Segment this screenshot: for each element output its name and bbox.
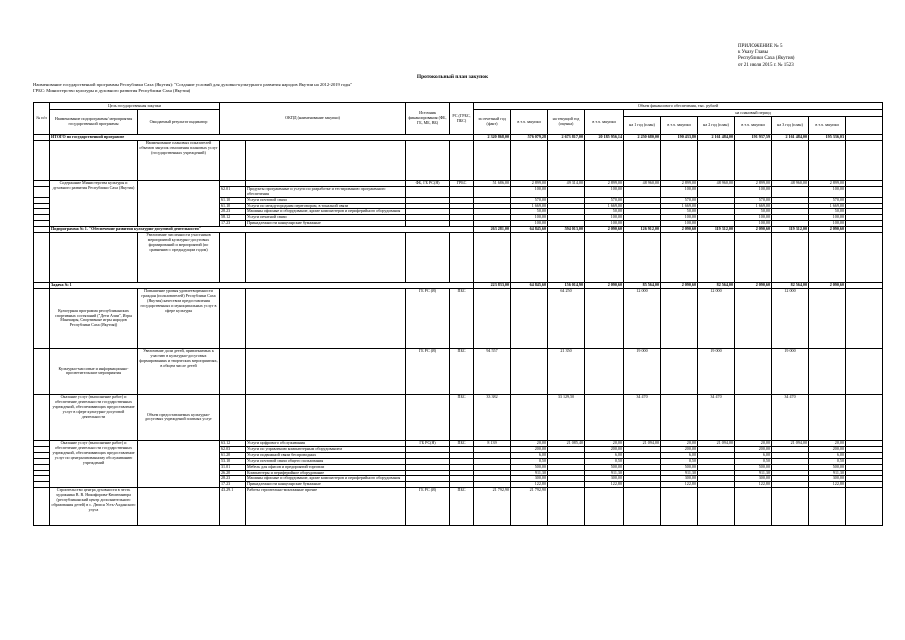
cell: 570,00 — [661, 197, 698, 203]
cell: 191 937,59 — [735, 135, 772, 141]
cell: 12 000 — [772, 288, 809, 348]
indicator-text: Увеличение численности участников мероприятий культурно-досуговых формирований и мероприятий (по сравнению с предыдущим годом) — [138, 233, 220, 283]
cell: 49 314,00 — [548, 180, 585, 186]
cell: 64 250 — [548, 288, 585, 348]
cell: 2 899,00 — [511, 180, 548, 186]
col-incl: в т.ч. закупки — [511, 110, 548, 135]
cell: 21 094,00 — [624, 440, 661, 446]
cell: 122,80 — [585, 482, 624, 488]
cell: 12 000 — [698, 288, 735, 348]
col-source: Источник финансирования (ФБ, ГБ, МБ, ВБ) — [406, 103, 450, 135]
table-row — [34, 488, 883, 526]
cell: 33 382 — [474, 394, 511, 440]
cell: 50,00 — [511, 209, 548, 215]
cell: 62.01 — [220, 186, 246, 197]
col-volume-group: Объем финансового обеспечения, тыс. рублей — [474, 103, 883, 110]
cell: 122,80 — [809, 482, 846, 488]
cell: 61.10 — [220, 197, 246, 203]
cell: 100,00 — [661, 186, 698, 197]
col-rs: РС (ГРБС, ПБС) — [450, 103, 474, 135]
cell: 2 899,00 — [661, 180, 698, 186]
col-okpd: ОКПД (наименование закупки) — [220, 103, 406, 135]
col-current: на текущий год (оценка) — [548, 110, 585, 135]
cell: Строительство центра духовности в честь художника В. В. Никифорова-Кюлюмнюра (республиканский центр дополнительного образования детей) в с. Дюпся Усть-Алданского улуса — [50, 488, 138, 526]
cell: 500,00 — [585, 464, 624, 470]
cell: 100,00 — [511, 215, 548, 221]
total-label: ИТОГО по государственной программе — [50, 135, 474, 141]
cell: 570,00 — [585, 197, 624, 203]
cell: Оказание услуг (выполнение работ) и обеспечение деятельности государственных учреждений, обеспечивающих предоставление услуг в сфере культурно-досуговой деятельности — [50, 394, 138, 440]
cell: 100,00 — [809, 221, 846, 227]
cell: 21 094,00 — [698, 440, 735, 446]
col-y2: на 2 год (план) — [698, 117, 735, 135]
cell: 0,50 — [735, 458, 772, 464]
cell: 6,00 — [661, 452, 698, 458]
cell: Повышение уровня удовлетворенности граждан (пользователей) Республики Саха (Якутия) качеством предоставления государственных и муниципальных услуг в сфере культуры — [138, 288, 220, 348]
cell: 2 899,00 — [585, 180, 624, 186]
cell: 0,50 — [661, 458, 698, 464]
stamp-line: к Указу Главы — [738, 50, 768, 56]
cell: 570,00 — [809, 197, 846, 203]
cell: 0,50 — [809, 458, 846, 464]
stamp-line: Республики Саха (Якутия) — [738, 56, 795, 62]
cell: 2 899,00 — [735, 180, 772, 186]
cell: 20,00 — [585, 440, 624, 446]
col-incl: в т.ч. закупки — [661, 117, 698, 135]
cell: 570,00 — [735, 197, 772, 203]
cell: 100,00 — [585, 186, 624, 197]
cell: 20,00 — [809, 440, 846, 446]
cell: Мебель для офисов и предприятий торговли — [246, 464, 406, 470]
cell: 100,00 — [735, 221, 772, 227]
cell: 2 250 680,00 — [624, 135, 661, 141]
cell: 911,30 — [585, 470, 624, 476]
cell: 100,00 — [511, 186, 548, 197]
col-goal-name: Наименование подпрограммы/ мероприятия государственной программы — [50, 110, 138, 135]
cell: 20,00 — [735, 440, 772, 446]
cell: 21 085,40 — [548, 440, 585, 446]
table-row — [34, 288, 883, 348]
cell: 21 792,90 — [474, 488, 511, 526]
stamp-line: от 21 июля 2015 г. № 1523 — [738, 62, 794, 68]
cell: 911,30 — [511, 470, 548, 476]
program-name: Наименование государственной программы Республики Саха (Якутия): "Создание условий для духовно-культурного развития народов Якутии на 2012-2019 годы" — [33, 82, 353, 87]
cell: 223 833,00 — [474, 283, 511, 289]
cell: Услуги по управлению компьютерным оборудованием — [246, 446, 406, 452]
cell: 200,00 — [661, 446, 698, 452]
cell: 2 090,60 — [735, 227, 772, 233]
cell: 100,00 — [809, 215, 846, 221]
cell: 34 470 — [772, 394, 809, 440]
cell: 58.12 — [220, 215, 246, 221]
cell: 1 669,00 — [585, 203, 624, 209]
cell: 2 090,60 — [585, 227, 624, 233]
cell: 122,80 — [511, 482, 548, 488]
cell: 48 960,00 — [624, 180, 661, 186]
cell: 200,00 — [809, 446, 846, 452]
cell: 33 129,50 — [548, 394, 585, 440]
col-reporting: за отчетный год (факт) — [474, 110, 511, 135]
cell: 100,00 — [585, 215, 624, 221]
cell: 2 899,00 — [809, 180, 846, 186]
cell: 19 000 — [698, 348, 735, 394]
cell: 21 094,00 — [772, 440, 809, 446]
cell: ГБ РС (Я) — [406, 488, 450, 526]
cell: 8 139 — [474, 440, 511, 446]
cell: Услуги почтовой связи общего пользования — [246, 458, 406, 464]
cell: 94 557 — [474, 348, 511, 394]
cell: 1 669,00 — [735, 203, 772, 209]
cell: ГБ РС(Я) — [406, 440, 450, 446]
cell: 50,00 — [809, 209, 846, 215]
grbs-name: ГРБС: Министерство культуры и духовного развития Республики Саха (Якутия) — [33, 88, 191, 93]
cell: 12 000 — [624, 288, 661, 348]
cell: 190 433,80 — [661, 135, 698, 141]
cell: 100,00 — [735, 186, 772, 197]
table-row — [34, 140, 883, 180]
cell: Услуги печатной связи — [246, 215, 406, 221]
cell: 100,00 — [585, 221, 624, 227]
cell: 51 686,00 — [474, 180, 511, 186]
cell: Компьютеры и периферийное оборудование — [246, 470, 406, 476]
cell: Увеличение доли детей, привлекаемых к участию в культурно-досуговых формированиях и творческих мероприятиях, в общем числе детей — [138, 348, 220, 394]
cell: Культурная программа республиканских спортивных состязаний ("Дети Азии", Игры Манчаары, Спортивные игры народов Республики Саха (Якутия)) — [50, 288, 138, 348]
cell: 28.23 — [220, 476, 246, 482]
cell: 100,00 — [661, 221, 698, 227]
cell: 100,00 — [809, 186, 846, 197]
cell: 0,50 — [511, 458, 548, 464]
cell: 20,00 — [661, 440, 698, 446]
cell: 31.01 — [220, 464, 246, 470]
cell: 156 014,90 — [548, 283, 585, 289]
indicator-text: Наименование плановых показателей объемов закупок отношения плановых услуг (государственных учреждений) — [138, 140, 220, 180]
document-subtitle — [33, 82, 352, 94]
cell: 122,80 — [661, 482, 698, 488]
cell: ПБС — [450, 288, 474, 348]
table-row — [34, 180, 883, 186]
cell: 85 564,00 — [624, 283, 661, 289]
table-row — [34, 233, 883, 283]
col-incl: в т.ч. закупки — [735, 117, 772, 135]
cell: 126 912,00 — [624, 227, 661, 233]
cell: 48 960,00 — [698, 180, 735, 186]
cell: Услуги почтовой связи — [246, 197, 406, 203]
cell: 43.29.1 — [220, 488, 246, 526]
cell: 911,30 — [735, 470, 772, 476]
cell: 2 320 868,00 — [474, 135, 511, 141]
cell: ГБ РС (Я) — [406, 288, 450, 348]
cell: 64 845,60 — [511, 227, 548, 233]
cell: 6,00 — [809, 452, 846, 458]
cell: 2 090,60 — [809, 227, 846, 233]
cell: 82 564,00 — [698, 283, 735, 289]
cell: 200,00 — [511, 446, 548, 452]
cell: 2 090,60 — [661, 283, 698, 289]
subprogram-label: Подпрограмма № 1. "Обеспечение развития культурно-досуговой деятельности" — [50, 227, 474, 233]
cell: 50,00 — [661, 209, 698, 215]
cell: Услуги цифрового обслуживания — [246, 440, 406, 446]
cell: 119 312,00 — [698, 227, 735, 233]
table-row — [34, 394, 883, 440]
cell: 63.12 — [220, 440, 246, 446]
col-y3: на 3 год (план) — [772, 117, 809, 135]
cell: ПБС — [450, 440, 474, 446]
cell: Услуги по междугородним переговорам, в тоналной связи — [246, 203, 406, 209]
cell: Услуги подвижной связи беспроводных — [246, 452, 406, 458]
cell: 100,00 — [735, 215, 772, 221]
cell: 0,50 — [585, 458, 624, 464]
cell: 195 336,03 — [809, 135, 846, 141]
cell: 1 669,00 — [661, 203, 698, 209]
cell: 300,00 — [735, 476, 772, 482]
cell: 1 669,00 — [809, 203, 846, 209]
col-incl: в т.ч. закупки — [585, 110, 624, 135]
cell: 570,00 — [511, 197, 548, 203]
cell: 300,00 — [585, 476, 624, 482]
cell: 82 564,00 — [772, 283, 809, 289]
cell: 594 013,00 — [548, 227, 585, 233]
cell: Продукты программные и услуги по разработке и тестированию программного обеспечения — [246, 186, 406, 197]
cell: 21 792,90 — [511, 488, 548, 526]
cell: 61.10 — [220, 203, 246, 209]
approval-stamp — [738, 44, 888, 69]
cell: 2 090,60 — [585, 283, 624, 289]
cell: Объем предоставляемых культурно-досуговых учреждений платных услуг — [138, 394, 220, 440]
cell: 20 185 956,14 — [585, 135, 624, 141]
cell: 61.20 — [220, 452, 246, 458]
cell: 62.03 — [220, 446, 246, 452]
cell: 21 350 — [548, 348, 585, 394]
cell: 100,00 — [511, 221, 548, 227]
col-blank — [846, 117, 883, 135]
col-planned-group: на плановый период — [624, 110, 883, 117]
cell: 200,00 — [735, 446, 772, 452]
cell: 2 161 484,00 — [698, 135, 735, 141]
cell: 500,00 — [511, 464, 548, 470]
cell: 500,00 — [809, 464, 846, 470]
cell: Принадлежности канцелярские бумажные — [246, 221, 406, 227]
col-incl: в т.ч. закупки — [809, 117, 846, 135]
cell: 19 000 — [772, 348, 809, 394]
cell: Работы строительно-монтажные прочие — [246, 488, 406, 526]
cell: 34 470 — [624, 394, 661, 440]
cell: 2 673 817,00 — [548, 135, 585, 141]
cell: 2 090,60 — [661, 227, 698, 233]
cell: 300,00 — [809, 476, 846, 482]
cell: 6,00 — [585, 452, 624, 458]
cell: 28.23 — [220, 209, 246, 215]
cell: 19 000 — [624, 348, 661, 394]
cell: 53.10 — [220, 458, 246, 464]
cell: 2 090,60 — [809, 283, 846, 289]
cell: 2 090,60 — [735, 283, 772, 289]
cell: 20,00 — [511, 440, 548, 446]
cell: 500,00 — [735, 464, 772, 470]
cell: 911,30 — [809, 470, 846, 476]
cell: 64 845,60 — [511, 283, 548, 289]
cell: 300,00 — [511, 476, 548, 482]
cell: 26.20 — [220, 470, 246, 476]
stamp-line: ПРИЛОЖЕНИЕ № 5 — [738, 44, 783, 49]
cell: 122,80 — [735, 482, 772, 488]
cell: Машины офисные и оборудование, кроме компьютеров и периферийного оборудования — [246, 476, 406, 482]
cell: Принадлежности канцелярские бумажные — [246, 482, 406, 488]
cell: 100,00 — [661, 215, 698, 221]
cell: 119 312,00 — [772, 227, 809, 233]
ministry-name: Содержание Министерства культуры и духовного развития Республики Саха (Якутия) — [50, 180, 138, 226]
cell: 1 669,00 — [511, 203, 548, 209]
col-y1: на 1 год (план) — [624, 117, 661, 135]
task-label: Задача № 1 — [50, 283, 474, 289]
col-no: № п/п — [34, 103, 50, 135]
cell: Культурно-массовые и информационно-просветительские мероприятия — [50, 348, 138, 394]
cell: ПБС — [450, 348, 474, 394]
cell: ГРБС — [450, 180, 474, 186]
col-goal-result: Ожидаемый результат индикатор — [138, 110, 220, 135]
cell: ГБ РС (Я) — [406, 348, 450, 394]
cell: ПБС — [450, 488, 474, 526]
cell: 6,00 — [511, 452, 548, 458]
procurement-plan-table — [33, 102, 883, 526]
cell: 263 281,00 — [474, 227, 511, 233]
cell: 50,00 — [585, 209, 624, 215]
cell: 911,30 — [661, 470, 698, 476]
cell: ПБС — [450, 394, 474, 440]
cell: 200,00 — [585, 446, 624, 452]
cell: 6,00 — [735, 452, 772, 458]
cell: 48 960,00 — [772, 180, 809, 186]
cell: Машины офисные и оборудование, кроме компьютеров и периферийного оборудования — [246, 209, 406, 215]
col-goal-group: Цель государственная закупки — [50, 103, 220, 110]
cell: 300,00 — [661, 476, 698, 482]
cell: Оказание услуг (выполнение работ) и обеспечение деятельности государственных учреждений, обеспечивающих предоставление услуг по централизованному обслуживанию учреждений — [50, 440, 138, 487]
document-title: Протокольный план закупок — [416, 74, 489, 80]
cell: 17.23 — [220, 482, 246, 488]
cell: 50,00 — [735, 209, 772, 215]
table-row — [34, 348, 883, 394]
cell: 576 079,28 — [511, 135, 548, 141]
cell: ФБ, ГБ РС(Я) — [406, 180, 450, 186]
cell: 17.23 — [220, 221, 246, 227]
cell: 34 470 — [698, 394, 735, 440]
cell: 2 161 484,00 — [772, 135, 809, 141]
cell: 500,00 — [661, 464, 698, 470]
